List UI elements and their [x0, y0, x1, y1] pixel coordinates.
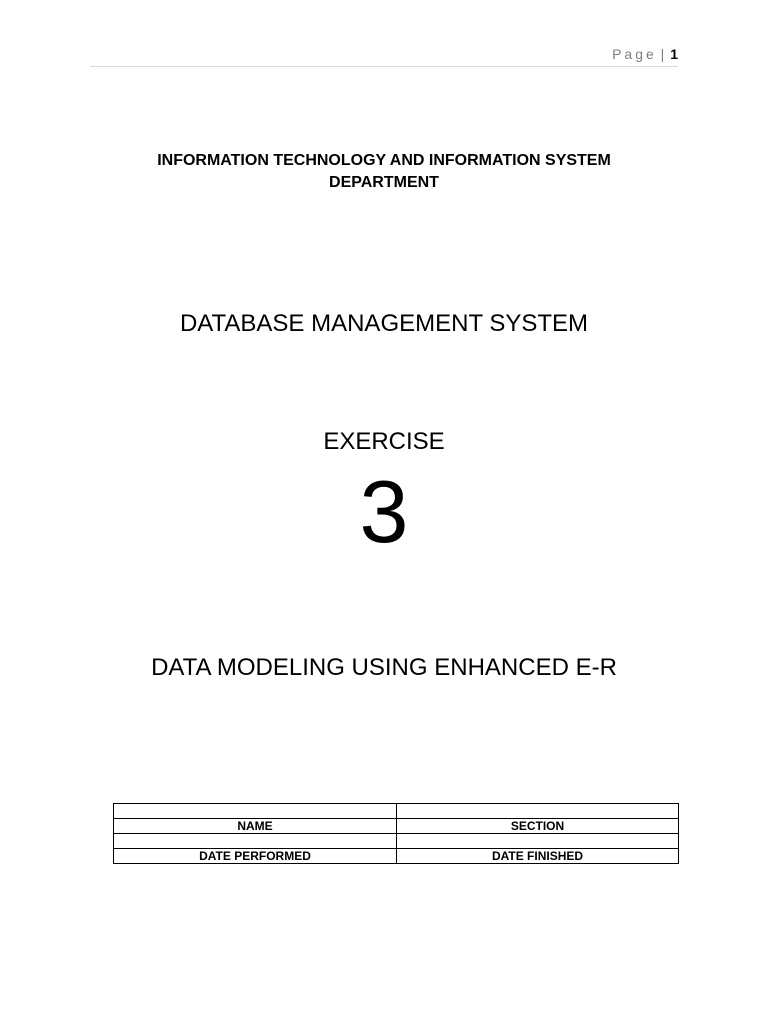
date-finished-label: DATE FINISHED — [397, 849, 679, 864]
header-rule — [90, 66, 678, 67]
exercise-label: EXERCISE — [323, 428, 445, 455]
department-title-line1: INFORMATION TECHNOLOGY AND INFORMATION SYSTEM — [157, 152, 611, 169]
date-performed-label: DATE PERFORMED — [114, 849, 397, 864]
date-finished-value-cell[interactable] — [397, 834, 679, 849]
exercise-topic: DATA MODELING USING ENHANCED E-R — [151, 654, 617, 681]
section-value-cell[interactable] — [397, 804, 679, 819]
department-title — [0, 150, 768, 194]
table-row — [114, 804, 679, 819]
section-label: SECTION — [397, 819, 679, 834]
page-number: 1 — [670, 46, 678, 62]
date-performed-value-cell[interactable] — [114, 834, 397, 849]
name-label: NAME — [114, 819, 397, 834]
subject-title: DATABASE MANAGEMENT SYSTEM — [179, 310, 589, 337]
department-title-line2: DEPARTMENT — [329, 174, 439, 191]
page-indicator — [612, 46, 678, 62]
table-row — [114, 849, 679, 864]
table-row — [114, 819, 679, 834]
page-separator: | — [660, 46, 665, 62]
exercise-number: 3 — [359, 462, 409, 561]
name-value-cell[interactable] — [114, 804, 397, 819]
table-row — [114, 834, 679, 849]
page-word: Page — [612, 46, 657, 62]
student-info-table — [113, 803, 679, 864]
